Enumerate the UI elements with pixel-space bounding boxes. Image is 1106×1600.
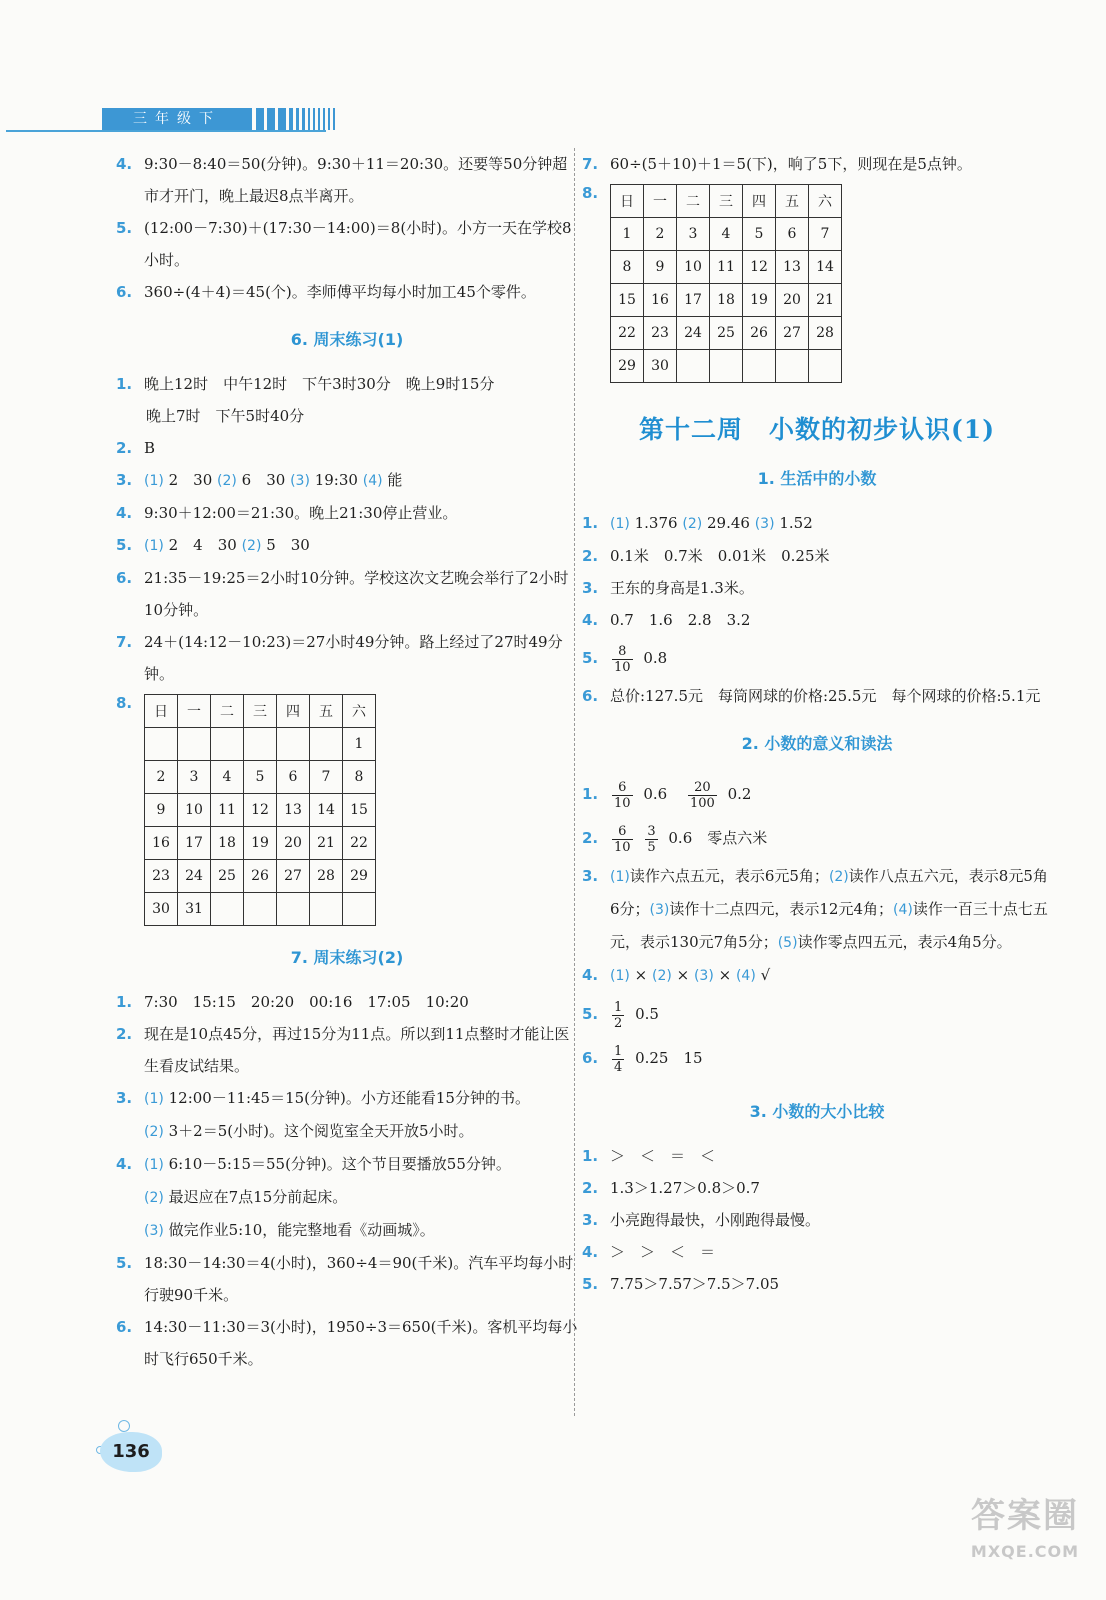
calendar-cell: 10 [677, 251, 710, 284]
item-text: 读作八点五六元，表示8元5角6分； [610, 867, 1048, 918]
item-number: 1. [582, 514, 599, 532]
calendar-cell: 22 [343, 827, 376, 860]
item-number: 3. [582, 579, 599, 597]
calendar-cell [710, 350, 743, 383]
calendar-cell: 2 [145, 761, 178, 794]
item-text: B [144, 439, 156, 457]
answer-item [116, 148, 578, 212]
calendar-table [144, 694, 376, 926]
calendar-cell: 1 [611, 218, 644, 251]
sub-number: (3) [693, 968, 714, 984]
chapter-week: 第十二周 [638, 415, 743, 444]
item-text: 14:30－11:30＝3(小时)，1950÷3＝650(千米)。客机平均每小时飞行650千米。 [144, 1318, 578, 1368]
calendar-cell: 2 [644, 218, 677, 251]
fraction [612, 644, 633, 675]
item-text: 7:30 15:15 20:20 00:16 17:05 10:20 [144, 993, 469, 1011]
calendar-row [145, 827, 376, 860]
calendar-cell: 24 [178, 860, 211, 893]
calendar-cell: 21 [809, 284, 842, 317]
sub-number: (4) [362, 473, 383, 489]
answer-item [116, 562, 578, 626]
section-title: 1. 生活中的小数 [757, 469, 877, 488]
calendar-cell: 5 [244, 761, 277, 794]
item-text: × [634, 966, 648, 984]
calendar-cell: 9 [145, 794, 178, 827]
calendar-cell [809, 350, 842, 383]
item-number: 1. [582, 1147, 599, 1165]
sub-number: (1) [144, 1157, 164, 1173]
denominator: 4 [614, 1059, 623, 1075]
calendar-header-cell: 六 [343, 695, 376, 728]
sub-number: (2) [217, 473, 237, 489]
denominator: 2 [614, 1015, 623, 1031]
calendar-cell [211, 893, 244, 926]
item-text: 晚上7时 下午5时40分 [146, 407, 305, 425]
calendar-cell [244, 893, 277, 926]
calendar-cell: 7 [809, 218, 842, 251]
item-text: 9:30＋12:00＝21:30。晚上21:30停止营业。 [144, 504, 458, 522]
answer-item [116, 694, 578, 926]
calendar-cell: 27 [776, 317, 809, 350]
calendar-cell: 30 [644, 350, 677, 383]
numerator: 3 [647, 823, 656, 839]
answer-item [116, 432, 578, 464]
answer-item [582, 572, 1052, 604]
item-text: 0.1米 0.7米 0.01米 0.25米 [610, 547, 830, 565]
item-text: √ [760, 966, 771, 984]
calendar-cell: 20 [776, 284, 809, 317]
item-text: 21:35－19:25＝2小时10分钟。学校这次文艺晚会举行了2小时10分钟。 [144, 569, 569, 619]
item-text: 1.376 [634, 514, 678, 532]
calendar-cell [343, 893, 376, 926]
calendar-row [611, 218, 842, 251]
sub-number: (1) [144, 473, 164, 489]
item-text: 18:30－14:30＝4(小时)，360÷4＝90(千米)。汽车平均每小时行驶90千米。 [144, 1254, 574, 1304]
calendar-cell: 13 [277, 794, 310, 827]
item-text: 0.6 零点六米 [668, 829, 768, 847]
item-number: 6. [116, 283, 133, 301]
item-number: 4. [116, 504, 133, 522]
numerator: 1 [614, 999, 623, 1015]
answer-item [582, 959, 1052, 992]
answer-item [582, 636, 1052, 680]
calendar-row [611, 317, 842, 350]
calendar-cell: 10 [178, 794, 211, 827]
calendar-cell [178, 728, 211, 761]
answer-item [582, 680, 1052, 712]
calendar-cell: 5 [743, 218, 776, 251]
calendar-row [145, 761, 376, 794]
watermark [960, 1490, 1090, 1590]
sub-number: (3) [649, 902, 670, 918]
item-number: 2. [582, 547, 599, 565]
item-text: 读作零点四五元，表示4角5分。 [797, 933, 1012, 951]
item-number: 6. [582, 687, 599, 705]
item-text: 读作一百三十点七五元，表示130元7角5分； [610, 900, 1048, 951]
calendar-header-row [145, 695, 376, 728]
item-text: 7.75＞7.57＞7.5＞7.05 [610, 1275, 780, 1293]
answer-item [582, 1172, 1052, 1204]
item-text: 王东的身高是1.3米。 [610, 579, 754, 597]
item-text: 能 [387, 471, 403, 489]
calendar-cell: 28 [809, 317, 842, 350]
calendar-cell: 25 [211, 860, 244, 893]
answer-item [582, 1140, 1052, 1172]
fraction [645, 824, 657, 855]
item-text: 0.8 [643, 649, 668, 667]
calendar-cell: 1 [343, 728, 376, 761]
numerator: 6 [612, 780, 633, 796]
item-number: 6. [582, 1049, 599, 1067]
calendar-cell: 23 [145, 860, 178, 893]
item-text: 24＋(14:12－10:23)＝27小时49分钟。路上经过了27时49分钟。 [144, 633, 563, 683]
calendar-cell [743, 350, 776, 383]
calendar-cell: 31 [178, 893, 211, 926]
calendar-cell: 30 [145, 893, 178, 926]
section-title: 3. 小数的大小比较 [749, 1102, 885, 1121]
answer-item [582, 860, 1052, 959]
left-column [116, 148, 578, 1375]
bubble-decoration [118, 1420, 130, 1432]
calendar-cell: 18 [710, 284, 743, 317]
calendar-cell: 17 [178, 827, 211, 860]
item-text: 1.52 [779, 514, 813, 532]
calendar-cell: 15 [343, 794, 376, 827]
item-text: 0.2 [727, 785, 752, 803]
answer-item [116, 986, 578, 1018]
calendar-cell: 22 [611, 317, 644, 350]
item-text: × [718, 966, 732, 984]
sub-number: (1) [610, 968, 630, 984]
calendar-header-cell: 日 [611, 185, 644, 218]
item-text: 60÷(5＋10)＋1＝5(下)，响了5下，则现在是5点钟。 [610, 155, 972, 173]
calendar-cell: 11 [211, 794, 244, 827]
item-text: 29.46 [706, 514, 750, 532]
calendar-cell [277, 893, 310, 926]
item-text: 小亮跑得最快，小刚跑得最慢。 [610, 1211, 821, 1229]
item-text: 0.25 15 [635, 1049, 703, 1067]
item-text: 6 30 [241, 471, 286, 489]
item-number: 6. [116, 569, 133, 587]
calendar-cell [211, 728, 244, 761]
sub-number: (4) [735, 968, 756, 984]
item-text: × [676, 966, 690, 984]
calendar-header-cell: 六 [809, 185, 842, 218]
item-number: 4. [116, 155, 133, 173]
item-text: (12:00－7:30)＋(17:30－14:00)＝8(小时)。小方一天在学校8小时。 [144, 219, 572, 269]
calendar-cell [145, 728, 178, 761]
calendar-cell: 14 [310, 794, 343, 827]
watermark-url: MXQE.COM [970, 1542, 1080, 1561]
item-text: 3＋2＝5(小时)。这个阅览室全天开放5小时。 [168, 1122, 474, 1140]
calendar-cell: 19 [244, 827, 277, 860]
numerator: 20 [688, 780, 717, 796]
calendar-cell: 6 [776, 218, 809, 251]
calendar-row [611, 251, 842, 284]
item-text: 6:10－5:15＝55(分钟)。这个节目要播放55分钟。 [168, 1155, 511, 1173]
calendar-cell [310, 728, 343, 761]
item-number: 5. [582, 649, 599, 667]
item-number: 3. [582, 1211, 599, 1229]
item-text: 5 30 [266, 536, 310, 554]
fraction [612, 1000, 624, 1031]
answer-item [116, 276, 578, 308]
calendar-header-row [611, 185, 842, 218]
calendar-cell: 24 [677, 317, 710, 350]
answer-item [582, 816, 1052, 860]
sub-number: (1) [610, 869, 630, 885]
calendar-cell: 3 [677, 218, 710, 251]
answer-item [582, 1204, 1052, 1236]
calendar-row [145, 893, 376, 926]
item-text: 360÷(4＋4)＝45(个)。李师傅平均每小时加工45个零件。 [144, 283, 536, 301]
item-text: 读作六点五元，表示6元5角； [629, 867, 829, 885]
calendar-header-cell: 五 [776, 185, 809, 218]
fraction [688, 780, 717, 811]
item-number: 4. [582, 966, 599, 984]
calendar-cell: 21 [310, 827, 343, 860]
calendar-header-cell: 二 [677, 185, 710, 218]
calendar-cell [277, 728, 310, 761]
calendar-cell: 4 [710, 218, 743, 251]
denominator: 5 [647, 839, 656, 855]
fraction [612, 1044, 624, 1075]
item-text: 12:00－11:45＝15(分钟)。小方还能看15分钟的书。 [168, 1089, 530, 1107]
numerator: 6 [612, 824, 633, 840]
item-number: 6. [116, 1318, 133, 1336]
sub-number: (2) [828, 869, 849, 885]
calendar-cell: 28 [310, 860, 343, 893]
calendar-cell: 12 [244, 794, 277, 827]
item-number: 4. [582, 611, 599, 629]
calendar-cell: 29 [611, 350, 644, 383]
item-number: 8. [582, 184, 599, 202]
calendar-cell: 26 [244, 860, 277, 893]
calendar-header-cell: 日 [145, 695, 178, 728]
calendar-cell: 6 [277, 761, 310, 794]
calendar-row [145, 860, 376, 893]
calendar-cell [310, 893, 343, 926]
calendar-cell: 17 [677, 284, 710, 317]
answer-item [116, 1148, 578, 1247]
item-number: 5. [116, 219, 133, 237]
calendar-cell: 3 [178, 761, 211, 794]
item-text: 最迟应在7点15分前起床。 [168, 1188, 348, 1206]
sub-number: (2) [144, 1190, 164, 1206]
sub-number: (1) [144, 1091, 164, 1107]
calendar-cell: 20 [277, 827, 310, 860]
calendar-cell: 9 [644, 251, 677, 284]
answer-item [582, 540, 1052, 572]
item-number: 8. [116, 694, 133, 712]
calendar-header-cell: 三 [244, 695, 277, 728]
item-text: 读作十二点四元，表示12元4角； [669, 900, 894, 918]
fraction [612, 824, 633, 855]
header-bars [256, 108, 336, 130]
item-number: 4. [582, 1243, 599, 1261]
item-number: 1. [116, 993, 133, 1011]
item-text: 9:30－8:40＝50(分钟)。9:30＋11＝20:30。还要等50分钟超市才开门，晚上最迟8点半离开。 [144, 155, 568, 205]
item-number: 2. [116, 439, 133, 457]
item-text: ＞ ＞ ＜ ＝ [610, 1243, 716, 1261]
calendar-row [145, 728, 376, 761]
answer-item [582, 992, 1052, 1036]
item-number: 5. [116, 1254, 133, 1272]
answer-item [116, 1018, 578, 1082]
sub-number: (5) [777, 935, 798, 951]
calendar-cell [244, 728, 277, 761]
sub-number: (2) [682, 516, 703, 532]
calendar-header-cell: 四 [277, 695, 310, 728]
item-text: ＞ ＜ ＝ ＜ [610, 1147, 716, 1165]
item-text: 总价:127.5元 每筒网球的价格:25.5元 每个网球的价格:5.1元 [610, 687, 1041, 705]
answer-item [116, 626, 578, 690]
calendar-header-cell: 五 [310, 695, 343, 728]
calendar-cell: 7 [310, 761, 343, 794]
sub-number: (2) [241, 538, 262, 554]
item-text: 1.3＞1.27＞0.8＞0.7 [610, 1179, 760, 1197]
section-title: 6. 周末练习(1) [290, 330, 404, 349]
item-number: 3. [116, 1089, 133, 1107]
answer-item [582, 148, 1052, 180]
item-number: 2. [582, 829, 599, 847]
answer-item [582, 184, 1052, 383]
item-number: 2. [116, 1025, 133, 1043]
fraction [612, 780, 633, 811]
denominator: 10 [614, 659, 631, 675]
answer-item [116, 497, 578, 529]
calendar-header-cell: 二 [211, 695, 244, 728]
answer-item [582, 1236, 1052, 1268]
denominator: 100 [689, 795, 715, 811]
item-number: 3. [582, 867, 599, 885]
item-text: 2 30 [168, 471, 213, 489]
item-text: 0.7 1.6 2.8 3.2 [610, 611, 751, 629]
calendar-row [611, 284, 842, 317]
sub-number: (1) [144, 538, 164, 554]
calendar-cell: 11 [710, 251, 743, 284]
answer-item [116, 1247, 578, 1311]
calendar-cell: 19 [743, 284, 776, 317]
calendar-cell: 16 [145, 827, 178, 860]
calendar-cell: 8 [611, 251, 644, 284]
section-title: 7. 周末练习(2) [290, 948, 404, 967]
item-text: 19:30 [314, 471, 358, 489]
item-text: 做完作业5:10，能完整地看《动画城》。 [168, 1221, 435, 1239]
calendar-cell: 15 [611, 284, 644, 317]
item-number: 7. [116, 633, 133, 651]
page-header [0, 106, 340, 132]
answer-item [582, 604, 1052, 636]
calendar-cell [677, 350, 710, 383]
item-number: 1. [116, 375, 133, 393]
item-text: 0.6 [643, 785, 668, 803]
item-number: 3. [116, 471, 133, 489]
item-number: 5. [116, 536, 133, 554]
sub-number: (3) [144, 1223, 164, 1239]
calendar-cell [776, 350, 809, 383]
calendar-cell: 13 [776, 251, 809, 284]
answer-item [582, 1036, 1052, 1080]
calendar-cell: 23 [644, 317, 677, 350]
denominator: 10 [614, 795, 631, 811]
sub-number: (1) [610, 516, 630, 532]
item-number: 1. [582, 785, 599, 803]
calendar-cell: 29 [343, 860, 376, 893]
chapter-topic: 小数的初步认识(1) [768, 415, 996, 444]
calendar-cell: 12 [743, 251, 776, 284]
answer-item [116, 212, 578, 276]
calendar-table [610, 184, 842, 383]
chapter-title [582, 413, 1052, 447]
item-number: 5. [582, 1275, 599, 1293]
calendar-cell: 4 [211, 761, 244, 794]
sub-number: (2) [144, 1124, 164, 1140]
item-number: 2. [582, 1179, 599, 1197]
answer-item [582, 772, 1052, 816]
item-number: 4. [116, 1155, 133, 1173]
calendar-row [145, 794, 376, 827]
answer-item [116, 368, 578, 432]
calendar-cell: 16 [644, 284, 677, 317]
denominator: 10 [614, 839, 631, 855]
grade-label: 三年级下 [102, 108, 252, 130]
calendar-cell: 27 [277, 860, 310, 893]
page-number: 136 [100, 1432, 162, 1472]
sub-number: (3) [290, 473, 310, 489]
item-text: 晚上12时 中午12时 下午3时30分 晚上9时15分 [144, 375, 495, 393]
section-title: 2. 小数的意义和读法 [741, 734, 893, 753]
answer-item [116, 529, 578, 562]
calendar-header-cell: 三 [710, 185, 743, 218]
answer-item [582, 507, 1052, 540]
answer-item [116, 464, 578, 497]
numerator: 8 [612, 644, 633, 660]
item-text: 0.5 [635, 1005, 659, 1023]
calendar-header-cell: 四 [743, 185, 776, 218]
calendar-cell: 26 [743, 317, 776, 350]
sub-number: (2) [651, 968, 672, 984]
item-number: 5. [582, 1005, 599, 1023]
sub-number: (4) [893, 902, 913, 918]
calendar-cell: 14 [809, 251, 842, 284]
header-rule [6, 130, 326, 132]
calendar-header-cell: 一 [178, 695, 211, 728]
sub-number: (3) [754, 516, 775, 532]
calendar-cell: 8 [343, 761, 376, 794]
answer-item [116, 1311, 578, 1375]
item-number: 7. [582, 155, 599, 173]
calendar-cell: 18 [211, 827, 244, 860]
item-text: 2 4 30 [168, 536, 237, 554]
item-text: 现在是10点45分，再过15分为11点。所以到11点整时才能让医生看皮试结果。 [144, 1025, 570, 1075]
numerator: 1 [614, 1043, 623, 1059]
calendar-header-cell: 一 [644, 185, 677, 218]
right-column [582, 148, 1052, 1300]
watermark-logo: 答案圈 [971, 1496, 1079, 1536]
answer-item [116, 1082, 578, 1148]
calendar-cell: 25 [710, 317, 743, 350]
calendar-row [611, 350, 842, 383]
answer-item [582, 1268, 1052, 1300]
